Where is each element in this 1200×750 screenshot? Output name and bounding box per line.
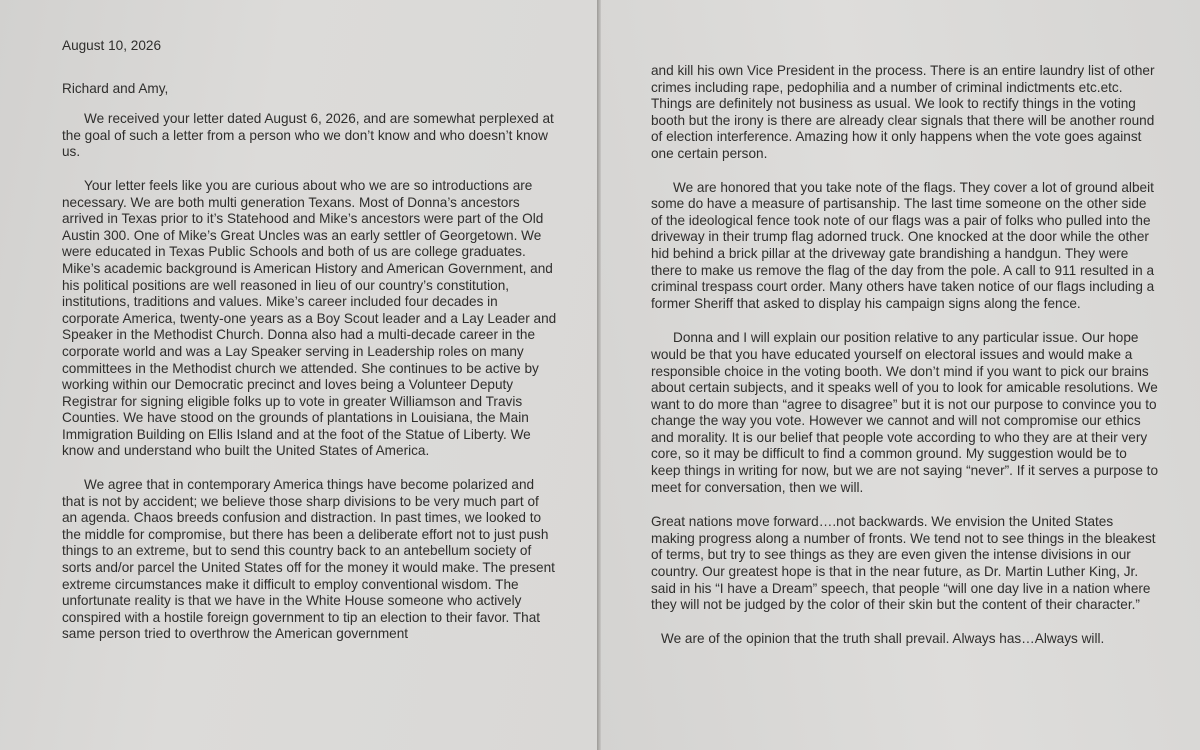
closing-line: We are of the opinion that the truth shall prevail. Always has…Always will. xyxy=(661,630,1105,646)
letter-date: August 10, 2026 xyxy=(62,38,162,53)
paragraph-position: Donna and I will explain our position relative to any particular issue. Our hope would be that you have educated yourself on electoral issues and would make a responsible choice in the voting booth. We don’t mind if you want to pick our brains about certain subjects, and it speaks well of you to look for amicable resolutions. We want to do more than “agree to disagree” but it is not our purpose to convince you to change the way you vote. However we cannot and will not compromise our ethics and morality. It is our belief that people vote according to who they are at their very core, so it may be difficult to find a common ground. My suggestion would be to keep things in writing for now, but we are not saying “never”. If it serves a purpose to meet for conversation, then we will. xyxy=(651,330,1159,495)
letter-page-left xyxy=(0,0,597,750)
salutation: Richard and Amy, xyxy=(62,80,169,96)
paragraph-introductions: Your letter feels like you are curious about who we are so introductions are necessary. We are both multi generation Texans. Most of Donna’s ancestors arrived in Texas prior to it’s Statehood and Mike’s ancestors were part of the Old Austin 300. One of Mike’s Great Uncles was an early settler of Georgetown. We were educated in Texas Public Schools and both of us are college graduates. Mike’s academic background is American History and American Government, and his political positions are well reasoned in lieu of our country’s constitution, institutions, traditions and values. Mike’s career included four decades in corporate America, twenty-one years as a Boy Scout leader and a Lay Leader and Speaker in the Methodist Church. Donna also had a multi-decade career in the corporate world and was a Lay Speaker serving in Leadership roles on many committees in the Methodist church we attended. She continues to be active by working within our Democratic precinct and loves being a Volunteer Deputy Registrar for signing eligible folks up to vote in greater Williamson and Travis Counties. We have stood on the grounds of plantations in Louisiana, the Main Immigration Building on Ellis Island and at the foot of the Statue of Liberty. We know and understand who built the United States of America. xyxy=(62,177,557,459)
letter-page-right xyxy=(601,0,1200,750)
paragraph-flags: We are honored that you take note of the flags. They cover a lot of ground albeit some do have a measure of partisanship. The last time someone on the other side of the ideological fence took note of our flags was a pair of folks who pulled into the driveway in their trump flag adorned truck. One knocked at the door while the other hid behind a brick pillar at the driveway gate brandishing a handgun. They were there to make us remove the flag of the day from the pole. A call to 911 resulted in a criminal trespass court order. Many others have taken notice of our flags including a former Sheriff that asked to display his campaign signs along the fence. xyxy=(651,179,1155,311)
paragraph-polarization: We agree that in contemporary America things have become polarized and that is not by accident; we believe those sharp divisions to be very much part of an agenda. Chaos breeds confusion and distraction. In past times, we looked to the middle for compromise, but there has been a deliberate effort not to just push things to an extreme, but to send this country back to an antebellum society of sorts and/or parcel the United States off for the money it would make. The present extreme circumstances make it difficult to employ conventional wisdom. The unfortunate reality is that we have in the White House someone who actively conspired with a hostile foreign government to tip an election to their favor. That same person tried to overthrow the American government xyxy=(62,477,555,642)
paragraph-received-letter: We received your letter dated August 6, 2026, and are somewhat perplexed at the goal of such a letter from a person who we don’t know and who doesn’t know us. xyxy=(62,111,554,160)
paragraph-continuation: and kill his own Vice President in the process. There is an entire laundry list of other crimes including rape, pedophilia and a number of criminal indictments etc.etc. Things are definitely not business as usual. We look to rectify things in the voting booth but the irony is there are already clear signals that there will be another round of election interference. Amazing how it only happens when the vote goes against one certain person. xyxy=(651,63,1155,161)
paragraph-great-nations: Great nations move forward….not backwards. We envision the United States making progress along a number of fronts. We tend not to see things in the bleakest of terms, but try to see things as they are even given the intense divisions in our country. Our greatest hope is that in the near future, as Dr. Martin Luther King, Jr. said in his “I have a Dream” speech, that people “will one day live in a nation where they will not be judged by the color of their skin but the content of their character.” xyxy=(651,514,1156,613)
